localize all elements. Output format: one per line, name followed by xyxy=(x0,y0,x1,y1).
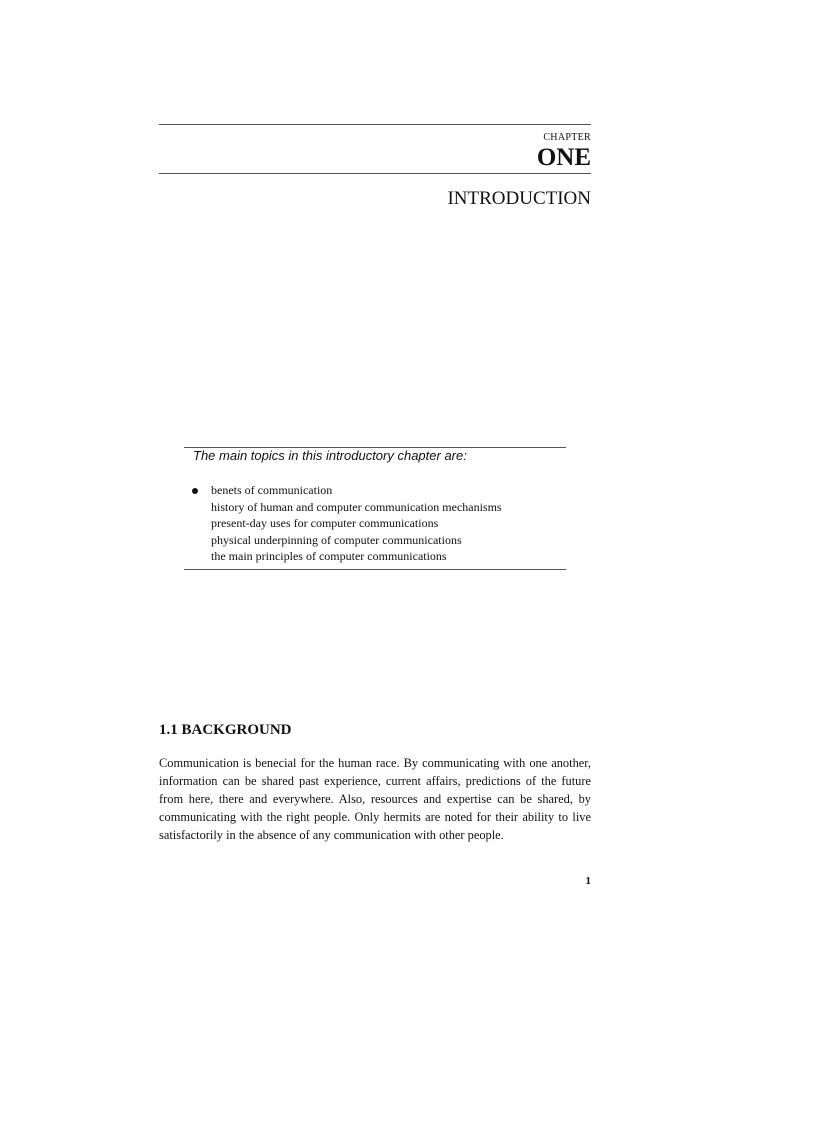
chapter-title: INTRODUCTION xyxy=(447,188,591,209)
chapter-topics-box xyxy=(184,447,566,570)
chapter-label: CHAPTER xyxy=(543,132,591,143)
topic-item: benets of communication xyxy=(211,483,333,497)
topics-rule-bottom xyxy=(184,569,566,570)
topic-item: the main principles of computer communications xyxy=(211,549,447,563)
topic-item: present-day uses for computer communications xyxy=(211,516,439,530)
topic-item: history of human and computer communication mechanisms xyxy=(211,499,502,514)
section-heading: 1.1 BACKGROUND xyxy=(159,722,292,738)
header-rule-top xyxy=(159,124,591,125)
header-rule-bottom xyxy=(159,173,591,174)
chapter-number: ONE xyxy=(536,144,591,171)
topic-item: physical underpinning of computer communications xyxy=(211,532,462,547)
page-number: 1 xyxy=(585,875,591,887)
topic-list xyxy=(211,482,502,565)
bullet-icon xyxy=(192,488,198,494)
body-paragraph: Communication is benecial for the human race. By communicating with one another, information can be shared past experience, current affairs, predictions of the future from here, there and everywhere. Also, resources and expertise can be shared, by communicating with the right people. Only hermits are noted for their ability to live satisfactorily in the absence of any communication with other people. xyxy=(159,756,591,842)
topics-heading: The main topics in this introductory chapter are: xyxy=(193,448,467,463)
